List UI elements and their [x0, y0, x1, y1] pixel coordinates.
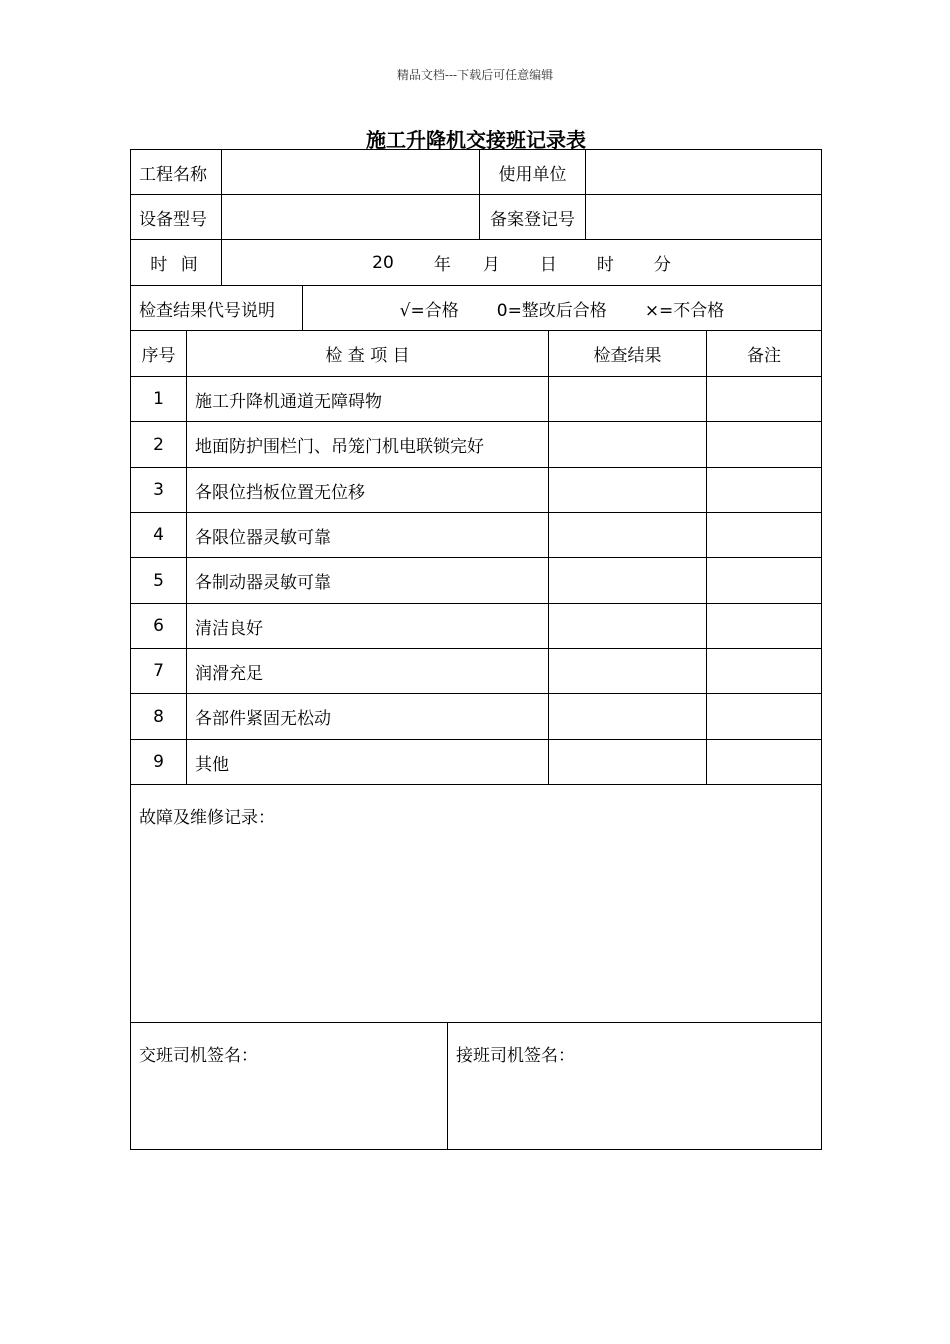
- row-remark-field[interactable]: [707, 694, 821, 739]
- row-item: 地面防护围栏门、吊笼门机电联锁完好: [187, 422, 549, 467]
- table-row: [130, 694, 822, 740]
- result-header: 检查结果: [549, 331, 707, 376]
- user-unit-label: 使用单位: [480, 150, 586, 194]
- row-remark-field[interactable]: [707, 377, 821, 421]
- table-row: [130, 740, 822, 785]
- user-unit-field[interactable]: [586, 150, 821, 194]
- row-remark-field[interactable]: [707, 422, 821, 467]
- row-result-field[interactable]: [549, 422, 707, 467]
- row-item: 各制动器灵敏可靠: [187, 558, 549, 603]
- row-item: 其他: [187, 740, 549, 784]
- row-seq: 3: [131, 468, 187, 512]
- table-row: [130, 558, 822, 604]
- row-remark-field[interactable]: [707, 604, 821, 648]
- row-remark-field[interactable]: [707, 740, 821, 784]
- row-item: 各限位挡板位置无位移: [187, 468, 549, 512]
- minute-unit: 分: [653, 255, 671, 275]
- row-result-field[interactable]: [549, 649, 707, 693]
- info-row-project: [130, 149, 822, 195]
- table-row: [130, 468, 822, 513]
- table-row: [130, 604, 822, 649]
- row-seq: 2: [131, 422, 187, 467]
- legend-rectified: 0=整改后合格: [496, 300, 607, 321]
- row-item: 施工升降机通道无障碍物: [187, 377, 549, 421]
- row-item: 润滑充足: [187, 649, 549, 693]
- remark-header: 备注: [747, 346, 781, 366]
- table-row: [130, 377, 822, 422]
- row-seq: 9: [131, 740, 187, 784]
- row-result-field[interactable]: [549, 377, 707, 421]
- year-unit: 年: [433, 255, 451, 275]
- row-result-field[interactable]: [549, 558, 707, 603]
- takeover-signature-label: 接班司机签名：: [456, 1046, 575, 1066]
- page-header-note: 精品文档---下载后可任意编辑: [396, 68, 554, 82]
- takeover-signature-area[interactable]: [448, 1023, 821, 1149]
- row-item: 各限位器灵敏可靠: [187, 513, 549, 557]
- project-name-label: 工程名称: [131, 150, 222, 194]
- row-result-field[interactable]: [549, 694, 707, 739]
- equipment-model-field[interactable]: [222, 195, 480, 239]
- row-remark-field[interactable]: [707, 649, 821, 693]
- info-row-equipment: [130, 195, 822, 240]
- form-title: 施工升降机交接班记录表: [366, 128, 586, 152]
- row-seq: 7: [131, 649, 187, 693]
- row-seq: 6: [131, 604, 187, 648]
- row-remark-field[interactable]: [707, 558, 821, 603]
- row-seq: 5: [131, 558, 187, 603]
- time-field[interactable]: [222, 240, 821, 285]
- legend-codes: [303, 286, 821, 330]
- legend-fail: ×=不合格: [644, 300, 725, 321]
- row-result-field[interactable]: [549, 513, 707, 557]
- month-unit: 月: [482, 255, 500, 275]
- row-item: 清洁良好: [187, 604, 549, 648]
- registration-no-label: 备案登记号: [480, 195, 586, 239]
- record-form: [130, 149, 822, 1150]
- table-header-row: [130, 331, 822, 377]
- legend-label: 检查结果代号说明: [131, 286, 303, 330]
- handover-signature-label: 交班司机签名：: [139, 1046, 258, 1066]
- info-row-time: [130, 240, 822, 286]
- table-row: [130, 422, 822, 468]
- row-item: 各部件紧固无松动: [187, 694, 549, 739]
- row-remark-field[interactable]: [707, 468, 821, 512]
- equipment-model-label: 设备型号: [131, 195, 222, 239]
- handover-signature-area[interactable]: [131, 1023, 448, 1149]
- signature-row: [130, 1023, 822, 1150]
- row-remark-field[interactable]: [707, 513, 821, 557]
- row-seq: 1: [131, 377, 187, 421]
- fault-record-label: 故障及维修记录：: [139, 808, 275, 828]
- time-label: 时 间: [131, 240, 222, 285]
- day-unit: 日: [539, 255, 557, 275]
- row-result-field[interactable]: [549, 604, 707, 648]
- item-header: 检 查 项 目: [187, 331, 549, 376]
- seq-header: 序号: [131, 331, 187, 376]
- table-row: [130, 513, 822, 558]
- row-seq: 8: [131, 694, 187, 739]
- legend-row: [130, 286, 822, 331]
- row-result-field[interactable]: [549, 740, 707, 784]
- hour-unit: 时: [596, 255, 614, 275]
- row-result-field[interactable]: [549, 468, 707, 512]
- project-name-field[interactable]: [222, 150, 480, 194]
- registration-no-field[interactable]: [586, 195, 821, 239]
- fault-record-area[interactable]: [130, 785, 822, 1023]
- year-prefix: 20: [372, 252, 394, 273]
- table-row: [130, 649, 822, 694]
- legend-pass: √=合格: [399, 300, 459, 321]
- row-seq: 4: [131, 513, 187, 557]
